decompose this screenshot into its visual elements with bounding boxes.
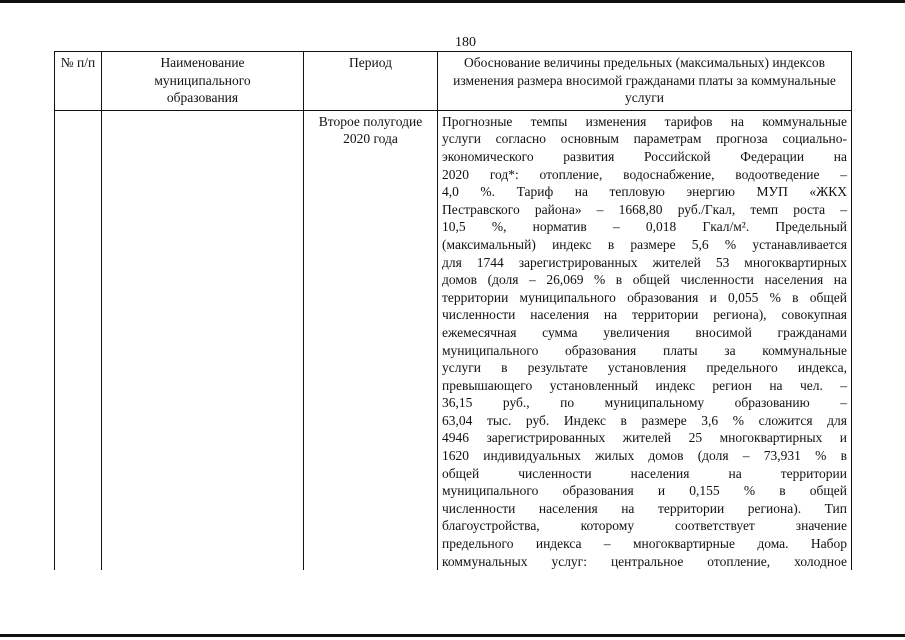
header-municipality-name: Наименование муниципального образования (102, 52, 304, 111)
basis-text-line: территории муниципального образования и 0,055 % в общей (442, 289, 847, 305)
basis-text-line: 10,5 %, норматив – 0,018 Гкал/м². Предельный (442, 219, 847, 235)
basis-text-line: домов (доля – 26,069 % в общей численности населения на (442, 272, 847, 288)
basis-text-line: коммунальных услуг: центральное отопление, холодное (442, 553, 847, 569)
header-num: № п/п (55, 52, 102, 111)
basis-text-line: для 1744 зарегистрированных жителей 53 многоквартирных (442, 254, 847, 270)
cell-basis (438, 110, 852, 570)
top-edge-line (0, 0, 905, 3)
tariff-index-table (54, 51, 852, 570)
basis-text-line: (максимальный) индекс в размере 5,6 % устанавливается (442, 236, 847, 252)
basis-text-line: услуги в результате установления предельного индекса, (442, 360, 847, 376)
page-number: 180 (455, 35, 476, 50)
basis-text-line: муниципального образования платы за коммунальные (442, 342, 847, 358)
basis-text-line: 2020 год*: отопление, водоснабжение, водоотведение – (442, 166, 847, 182)
basis-text-line: ежемесячная сумма увеличения вносимой гражданами (442, 324, 847, 340)
basis-text-line: численности населения на территории региона), совокупная (442, 307, 847, 323)
basis-text-line: 1620 индивидуальных жилых домов (доля – 73,931 % в (442, 448, 847, 464)
basis-text-line: услуги согласно основным параметрам прогноза социально- (442, 131, 847, 147)
basis-text-line: предельного индекса – многоквартирные дома. Набор (442, 536, 847, 552)
header-period: Период (304, 52, 438, 111)
basis-text-line: Прогнозные темпы изменения тарифов на коммунальные (442, 113, 847, 129)
basis-text-line: благоустройства, которому соответствует значение (442, 518, 847, 534)
basis-text-line: превышающего установленный индекс регион на чел. – (442, 377, 847, 393)
basis-text-line: общей численности населения на территории (442, 465, 847, 481)
basis-text-line: 4,0 %. Тариф на тепловую энергию МУП «ЖКХ (442, 184, 847, 200)
basis-text-line: численности населения на территории региона). Тип (442, 500, 847, 516)
table-header-row (55, 52, 852, 111)
basis-text-line: 4946 зарегистрированных жителей 25 многоквартирных и (442, 430, 847, 446)
cell-num (55, 110, 102, 570)
header-basis: Обоснование величины предельных (максимальных) индексов изменения размера вносимой гражданами платы за коммунальные услуги (438, 52, 852, 111)
cell-period: Второе полугодие 2020 года (304, 110, 438, 570)
cell-municipality-name (102, 110, 304, 570)
basis-text-line: 36,15 руб., по муниципальному образованию – (442, 395, 847, 411)
bottom-edge-line (0, 634, 905, 637)
basis-text-line: 63,04 тыс. руб. Индекс в размере 3,6 % сложится для (442, 412, 847, 428)
basis-text-line: экономического развития Российской Федерации на (442, 148, 847, 164)
basis-text-line: Пестравского района» – 1668,80 руб./Гкал, темп роста – (442, 201, 847, 217)
basis-text-line: муниципального образования и 0,155 % в общей (442, 483, 847, 499)
table-row (55, 110, 852, 570)
